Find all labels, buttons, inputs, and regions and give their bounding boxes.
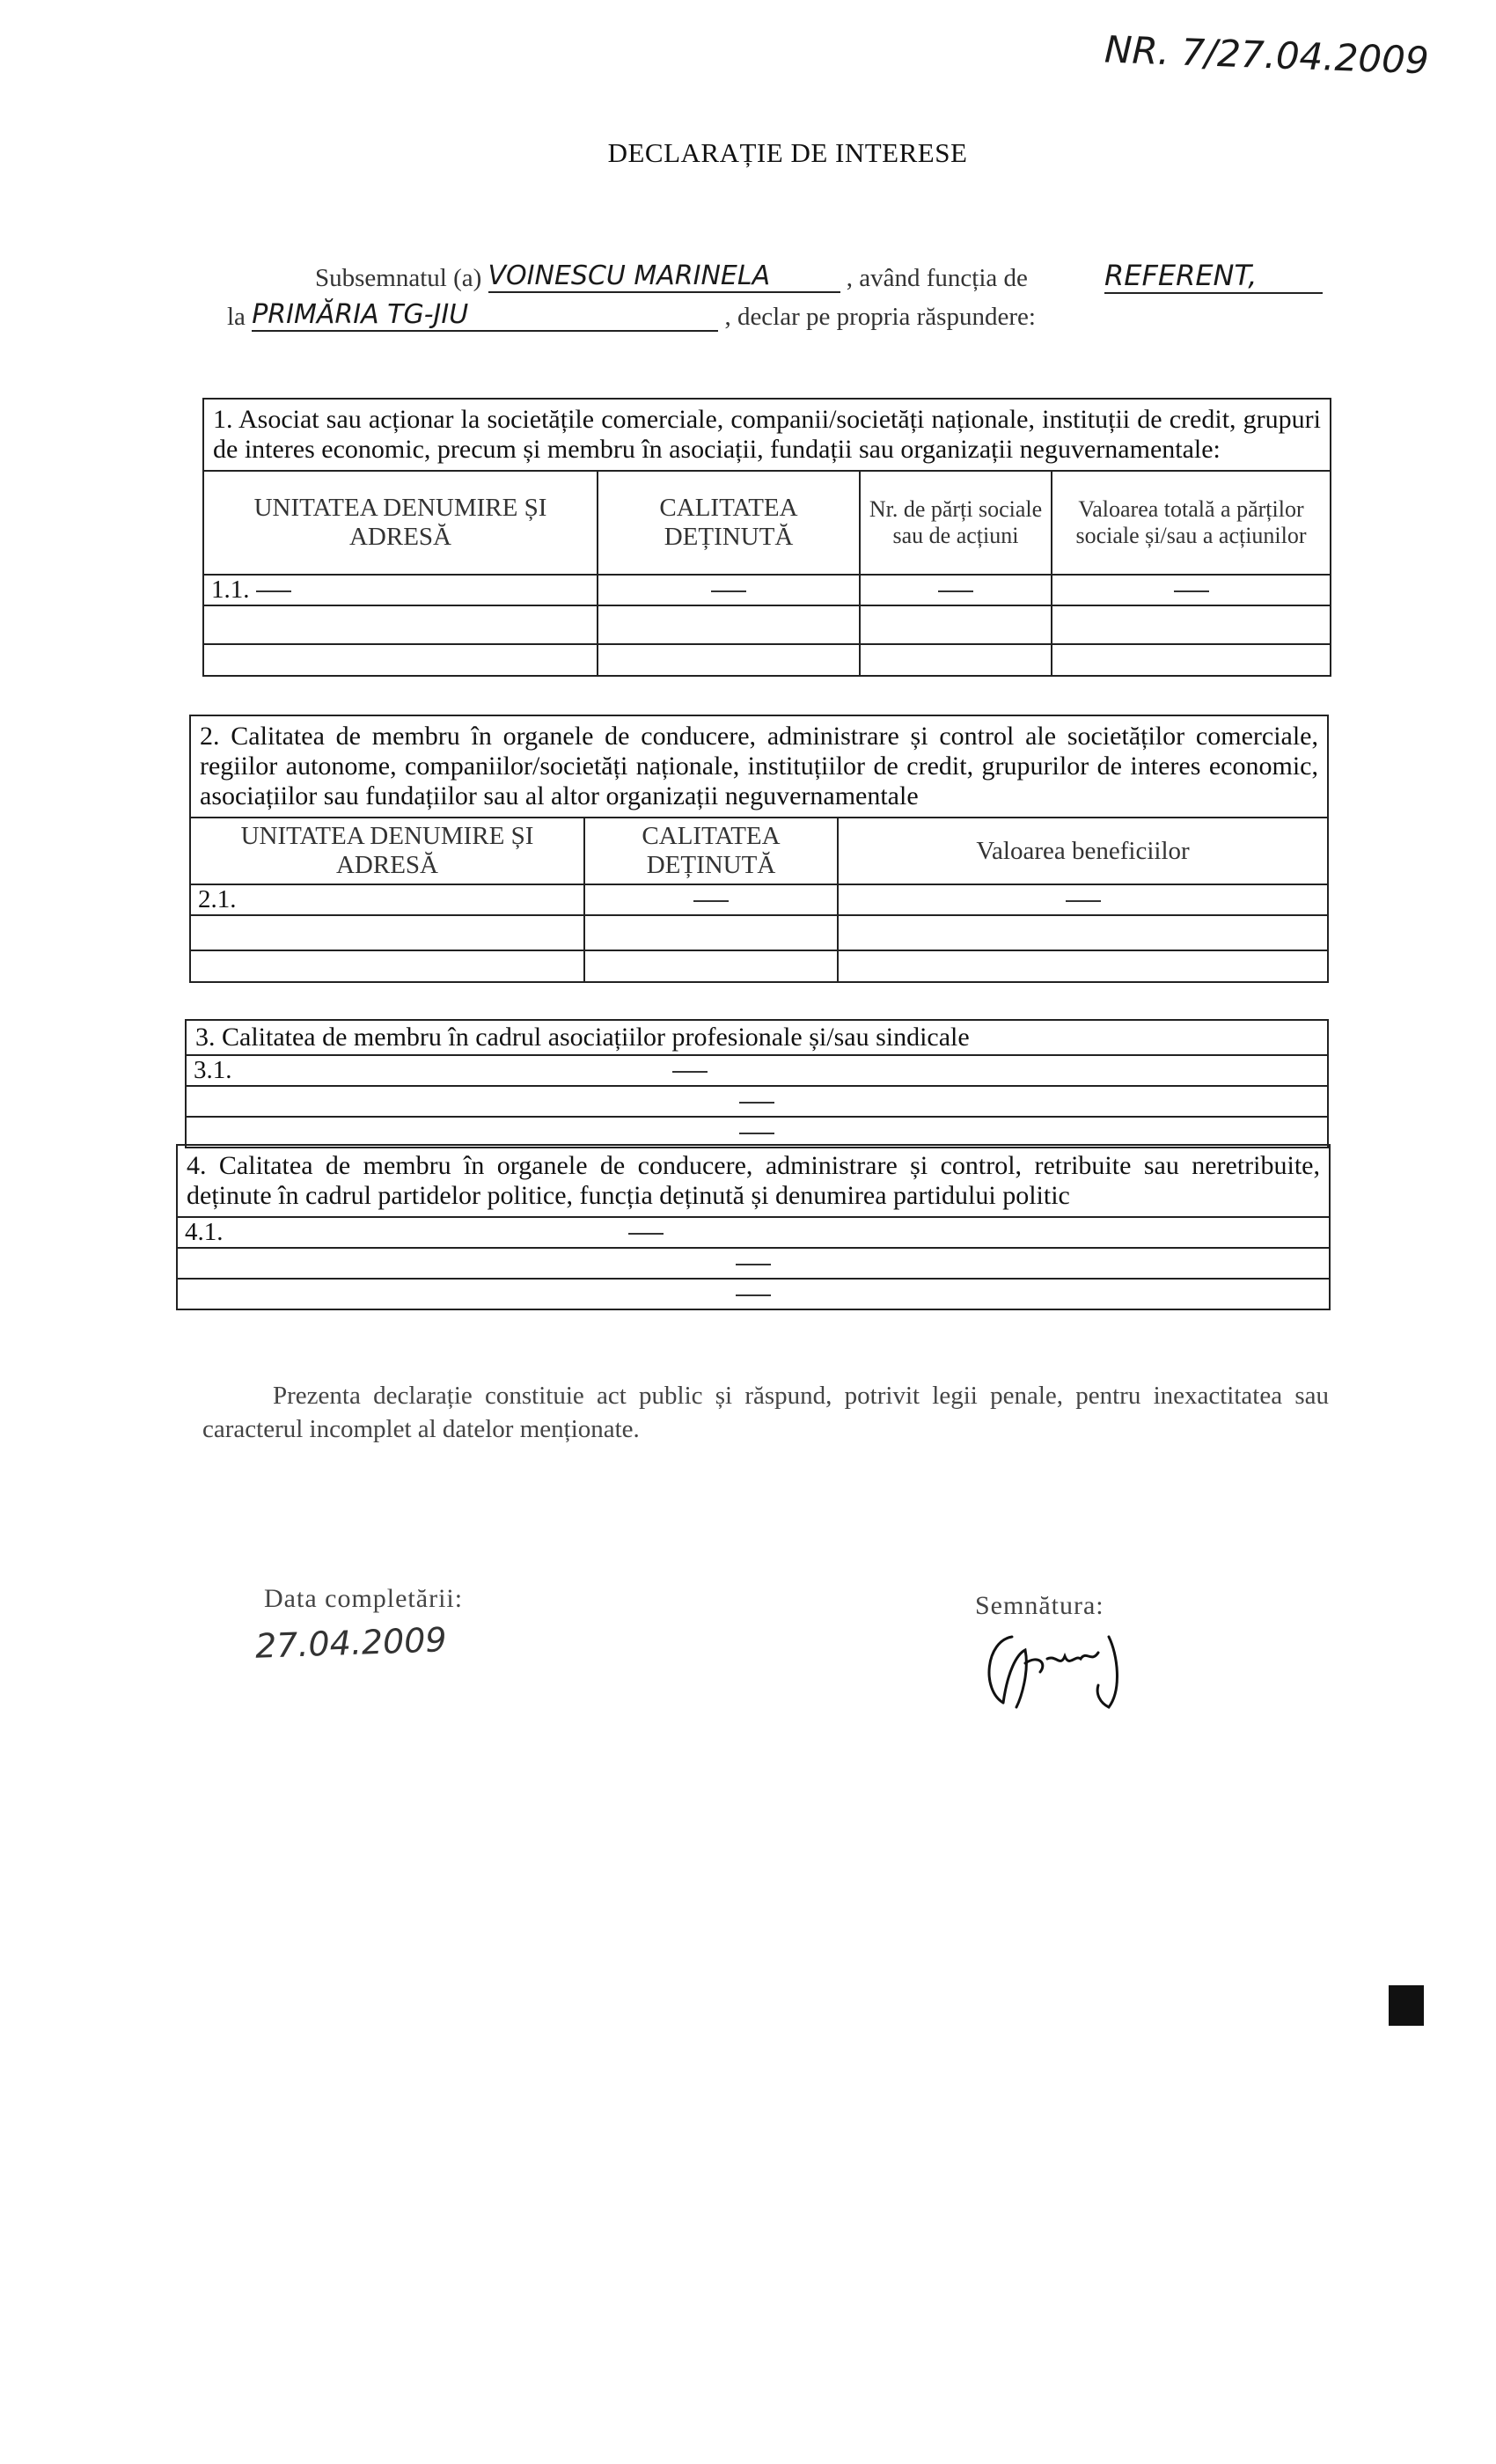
section-2-heading: 2. Calitatea de membru în organele de conducere, administrare și control ale societăților comerciale, regiilor autonome, companiilor/societăți naționale, instituțiilor de credit, grupurilor de interes economic, asociațiilor sau fundațiilor sau al altor organizații neguvernamentale bbox=[190, 715, 1328, 818]
s1-empty-cell bbox=[598, 644, 860, 676]
s2-col-valoarea: Valoarea beneficiilor bbox=[838, 818, 1328, 884]
s2-row-1-label: 2.1. bbox=[190, 884, 584, 915]
dash bbox=[256, 590, 291, 592]
section-4-heading: 4. Calitatea de membru în organele de conducere, administrare și control, retribuite sau neretribuite, deținute în cadrul partidelor politice, funcția deținută și denumirea partidului politic bbox=[177, 1145, 1330, 1217]
function-value-line bbox=[1104, 259, 1323, 294]
function-value: REFERENT, bbox=[1104, 259, 1323, 294]
s1-col-nr-parti: Nr. de părți sociale sau de acțiuni bbox=[860, 471, 1052, 575]
s1-empty-cell bbox=[203, 644, 598, 676]
s1-empty-cell bbox=[1052, 644, 1331, 676]
s1-empty-cell bbox=[203, 605, 598, 644]
section-1-table bbox=[202, 398, 1331, 677]
institution-name: PRIMĂRIA TG-JIU bbox=[252, 299, 718, 332]
s1-col-valoarea: Valoarea totală a părților sociale și/sau a acțiunilor bbox=[1052, 471, 1331, 575]
s1-empty-cell bbox=[598, 605, 860, 644]
declarant-name: VOINESCU MARINELA bbox=[488, 260, 840, 293]
s3-empty-row bbox=[186, 1086, 1328, 1117]
subsemnatul-label: Subsemnatul (a) bbox=[315, 264, 482, 292]
function-label: , având funcția de bbox=[846, 264, 1028, 292]
date-value: 27.04.2009 bbox=[254, 1620, 448, 1666]
s4-empty-row bbox=[177, 1248, 1330, 1279]
section-4-table bbox=[176, 1144, 1331, 1310]
s2-empty-cell bbox=[838, 915, 1328, 950]
s2-row-1-cell bbox=[584, 884, 838, 915]
handwritten-signature bbox=[977, 1619, 1170, 1716]
document-title: DECLARAȚIE DE INTERESE bbox=[607, 137, 968, 168]
s2-col-unitatea: UNITATEA DENUMIRE ȘI ADRESĂ bbox=[190, 818, 584, 884]
date-label: Data completării: bbox=[264, 1584, 464, 1613]
s2-empty-cell bbox=[190, 950, 584, 982]
section-1-heading: 1. Asociat sau acționar la societățile comerciale, companii/societăți naționale, instituții de credit, grupuri de interes economic, precum și membru în asociații, fundații sau organizații neguvernamentale: bbox=[203, 399, 1331, 471]
s3-empty-row bbox=[186, 1117, 1328, 1148]
s3-row-1: 3.1. bbox=[186, 1055, 1328, 1086]
s1-row-1-label: 1.1. bbox=[203, 575, 598, 605]
intro-line-1 bbox=[315, 260, 1028, 293]
s1-empty-cell bbox=[860, 644, 1052, 676]
scan-mark bbox=[1389, 1985, 1424, 2026]
section-3-heading: 3. Calitatea de membru în cadrul asociațiilor profesionale și/sau sindicale bbox=[186, 1020, 1328, 1055]
s1-row-1-cell bbox=[1052, 575, 1331, 605]
s1-col-calitatea: CALITATEA DEȚINUTĂ bbox=[598, 471, 860, 575]
section-3-table bbox=[185, 1019, 1329, 1148]
s4-row-1: 4.1. bbox=[177, 1217, 1330, 1248]
s2-empty-cell bbox=[838, 950, 1328, 982]
legal-statement: Prezenta declarație constituie act public și răspund, potrivit legii penale, pentru inexactitatea sau caracterul incomplet al datelor menționate. bbox=[202, 1382, 1329, 1443]
s2-empty-cell bbox=[190, 915, 584, 950]
s1-row-1-cell bbox=[598, 575, 860, 605]
intro-line-2 bbox=[227, 299, 1036, 332]
s2-empty-cell bbox=[584, 950, 838, 982]
s2-col-calitatea: CALITATEA DEȚINUTĂ bbox=[584, 818, 838, 884]
registration-number: NR. 7/27.04.2009 bbox=[1104, 27, 1430, 83]
s2-row-1-cell bbox=[838, 884, 1328, 915]
la-label: la bbox=[227, 303, 246, 331]
s4-empty-row bbox=[177, 1279, 1330, 1309]
signature-label: Semnătura: bbox=[975, 1591, 1104, 1620]
s1-empty-cell bbox=[1052, 605, 1331, 644]
declar-text: , declar pe propria răspundere: bbox=[724, 303, 1036, 331]
s1-empty-cell bbox=[860, 605, 1052, 644]
s2-empty-cell bbox=[584, 915, 838, 950]
s1-row-1-cell bbox=[860, 575, 1052, 605]
s1-col-unitatea: UNITATEA DENUMIRE ȘI ADRESĂ bbox=[203, 471, 598, 575]
section-2-table bbox=[189, 715, 1329, 983]
